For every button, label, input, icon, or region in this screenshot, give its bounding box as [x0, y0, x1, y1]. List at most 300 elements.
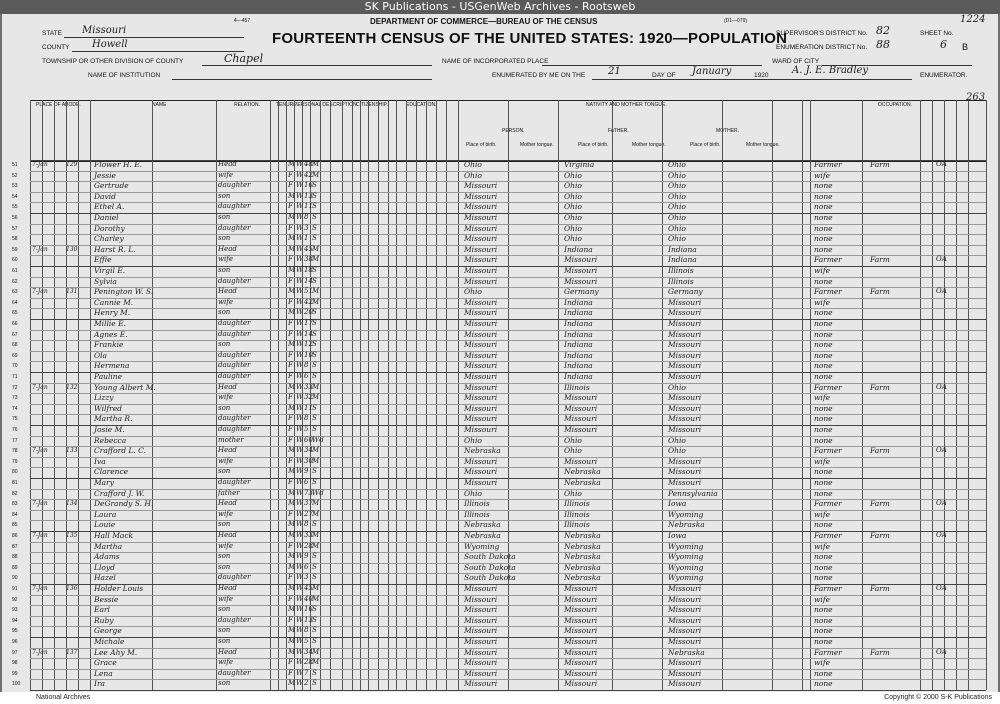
- cell-age: 10: [304, 350, 313, 359]
- cell-mbp: Missouri: [668, 393, 702, 403]
- cell-mar: M: [312, 297, 320, 306]
- cell-race: W: [296, 647, 304, 656]
- cell-mbp: Missouri: [668, 456, 702, 466]
- cell-fbp: Indiana: [564, 308, 593, 318]
- grid-column-line: [368, 100, 369, 690]
- grid-column-line: [944, 100, 945, 690]
- page-title: FOURTEENTH CENSUS OF THE UNITED STATES: 1920—POPULATION: [272, 30, 788, 47]
- cell-bp: Missouri: [464, 191, 498, 201]
- cell-race: W: [296, 234, 304, 243]
- cell-name: Crafford J. W.: [94, 488, 145, 498]
- cell-age: 48: [304, 160, 313, 168]
- cell-name: Lloyd: [94, 562, 115, 572]
- cell-occ: none: [814, 372, 833, 381]
- cell-age: 5: [304, 637, 309, 645]
- cell-sex: M: [288, 213, 296, 221]
- cell-fbp: Missouri: [564, 637, 598, 646]
- cell-race: W: [296, 297, 304, 306]
- cell-race: W: [296, 520, 304, 529]
- grid-row-line: [30, 192, 986, 193]
- cell-fbp: Indiana: [564, 297, 593, 307]
- cell-name: Iva: [94, 456, 106, 466]
- cell-ind: Farm: [870, 255, 890, 265]
- grid-row-line: [30, 383, 986, 384]
- cell-ind: Farm: [870, 499, 890, 509]
- cell-bp: Missouri: [464, 213, 498, 222]
- cell-mar: M: [312, 255, 320, 264]
- cell-mar: M: [312, 393, 320, 402]
- cell-occ: none: [814, 562, 833, 572]
- row-number: 97: [12, 649, 18, 656]
- grid-row-line: [30, 658, 986, 659]
- cell-occ: none: [814, 181, 833, 191]
- cell-mar: S: [312, 202, 317, 211]
- cell-age: 34: [304, 446, 313, 455]
- cell-age: 5: [304, 425, 309, 433]
- cell-rel: wife: [218, 255, 233, 264]
- cell-occ: Farmer: [814, 287, 842, 297]
- cell-mar: S: [312, 340, 317, 349]
- grid-column-line: [406, 100, 407, 690]
- enumerator-label: ENUMERATOR.: [920, 72, 968, 79]
- col-person: PERSON.: [502, 128, 525, 134]
- grid-column-line: [342, 100, 343, 690]
- cell-race: W: [296, 425, 304, 433]
- cell-age: 12: [304, 340, 313, 349]
- cell-occ: wife: [814, 456, 831, 466]
- cell-mbp: Missouri: [668, 615, 702, 625]
- cell-occ: Farmer: [814, 446, 842, 456]
- cell-mbp: Nebraska: [668, 520, 705, 530]
- cell-sex: F: [288, 541, 293, 550]
- cell-mbp: Wyoming: [668, 552, 704, 562]
- cell-rel: son: [218, 605, 231, 614]
- grid-row-line: [30, 414, 986, 415]
- cell-name: Martha: [94, 541, 123, 551]
- row-number: 59: [12, 246, 18, 253]
- cell-mar: M: [312, 541, 320, 550]
- cell-fbp: Missouri: [564, 668, 598, 678]
- cell-sex: F: [288, 435, 293, 444]
- cell-race: W: [296, 509, 304, 518]
- cell-name: Rebecca: [94, 435, 127, 445]
- cell-rel: son: [218, 637, 231, 645]
- grid-row-line: [30, 202, 986, 203]
- grid-row-line: [30, 393, 986, 394]
- cell-sex: F: [288, 509, 293, 518]
- cell-fbp: Missouri: [564, 605, 598, 615]
- row-number: 96: [12, 639, 18, 645]
- cell-occ: Farmer: [814, 382, 842, 392]
- cell-mar: S: [312, 329, 317, 338]
- county-value: Howell: [92, 39, 128, 50]
- cell-occ: Farmer: [814, 255, 842, 265]
- cell-mar: S: [312, 425, 317, 433]
- cell-mbp: Illinois: [668, 266, 694, 275]
- grid-row-line: [30, 478, 986, 479]
- grid-row-line: [30, 467, 986, 468]
- cell-mar: M: [312, 499, 320, 508]
- cell-race: W: [296, 488, 304, 497]
- grid-row-line: [30, 446, 986, 447]
- cell-bp: Nebraska: [464, 446, 501, 456]
- grid-column-line: [956, 100, 957, 690]
- cell-name: David: [94, 191, 116, 201]
- cell-race: W: [296, 181, 304, 190]
- cell-bp: Missouri: [464, 594, 498, 604]
- cell-name: Dorothy: [94, 223, 125, 233]
- cell-dw: 7-Jan: [32, 585, 48, 592]
- cell-occ: none: [814, 488, 833, 498]
- cell-mar: S: [312, 615, 317, 624]
- enumerated-label: ENUMERATED BY ME ON THE: [492, 72, 586, 79]
- cell-rel: Head: [218, 531, 237, 539]
- row-number: 51: [12, 162, 18, 168]
- cell-fbp: Indiana: [564, 340, 593, 350]
- cell-dw: 7-Jan: [32, 288, 48, 296]
- cell-name: Clarence: [94, 467, 129, 477]
- cell-race: W: [296, 308, 304, 317]
- grid-row-line: [30, 298, 986, 299]
- cell-fbp: Nebraska: [564, 552, 601, 562]
- row-number: 66: [12, 321, 18, 327]
- cell-bp: Illinois: [464, 509, 490, 519]
- cell-fbp: Nebraska: [564, 467, 601, 477]
- cell-age: 45: [304, 584, 313, 592]
- cell-age: 3: [304, 573, 309, 582]
- cell-occ: none: [814, 626, 833, 636]
- cell-race: W: [296, 584, 304, 592]
- cell-mbp: Ohio: [668, 223, 686, 233]
- cell-mar: S: [312, 573, 317, 582]
- cell-fbp: Ohio: [564, 170, 582, 180]
- cell-race: W: [296, 637, 304, 645]
- cell-bp: Missouri: [464, 637, 498, 646]
- cell-age: 34: [304, 647, 313, 656]
- township-value: Chapel: [224, 52, 264, 65]
- cell-age: 28: [304, 541, 313, 550]
- cell-bp: Missouri: [464, 478, 498, 487]
- cell-mar: M: [312, 594, 320, 603]
- cell-fbp: Indiana: [564, 244, 593, 254]
- grid-row-line: [30, 171, 986, 172]
- cell-rel: daughter: [218, 414, 251, 423]
- cell-sex: F: [288, 350, 293, 359]
- sheet-number: 6: [940, 38, 947, 51]
- cell-mbp: Indiana: [668, 244, 697, 254]
- cell-sex: M: [288, 531, 296, 539]
- cell-age: 6: [304, 372, 309, 380]
- cell-sex: F: [288, 255, 293, 264]
- cell-name: Virgil E.: [94, 266, 126, 275]
- cell-bp: Missouri: [464, 393, 498, 403]
- cell-rel: daughter: [218, 350, 251, 359]
- cell-occ: none: [814, 403, 833, 413]
- cell-fam: 129: [66, 161, 78, 168]
- cell-fbp: Ohio: [564, 191, 582, 201]
- cell-fbp: Nebraska: [564, 531, 601, 540]
- grid-column-line: [986, 100, 987, 690]
- cell-bp: Missouri: [464, 361, 498, 371]
- cell-name: Jessie: [94, 170, 116, 180]
- enumeration-year: 1920: [754, 72, 769, 79]
- cell-rel: daughter: [218, 361, 251, 370]
- grid-column-line: [330, 100, 331, 690]
- cell-occ: none: [814, 234, 833, 244]
- cell-sex: F: [288, 329, 293, 338]
- cell-race: W: [296, 605, 304, 614]
- cell-rel: wife: [218, 456, 233, 465]
- grid-row-line: [30, 499, 986, 500]
- cell-bp: Nebraska: [464, 531, 501, 540]
- cell-sex: M: [288, 679, 296, 688]
- cell-bp: Missouri: [464, 615, 498, 625]
- col-education: EDUCATION.: [406, 102, 437, 108]
- cell-race: W: [296, 626, 304, 635]
- cell-mbp: Missouri: [668, 637, 702, 646]
- cell-race: W: [296, 414, 304, 423]
- cell-sex: M: [288, 160, 296, 168]
- cell-bp: Missouri: [464, 181, 498, 191]
- grid-column-line: [54, 100, 55, 690]
- cell-name: Charley: [94, 234, 124, 244]
- row-number: 100: [12, 681, 21, 688]
- cell-rel: wife: [218, 541, 233, 550]
- cell-race: W: [296, 679, 304, 688]
- cell-mar: M: [312, 170, 320, 179]
- grid-column-line: [90, 100, 91, 690]
- page-footer: [0, 692, 1000, 704]
- grid-column-line: [396, 100, 397, 690]
- cell-sex: M: [288, 287, 296, 296]
- cell-rel: Head: [218, 499, 237, 508]
- cell-fbp: Ohio: [564, 234, 582, 244]
- cell-sex: F: [288, 276, 293, 285]
- cell-race: W: [296, 213, 304, 221]
- row-number: 94: [12, 617, 18, 624]
- cell-name: Hall Mack: [94, 531, 134, 540]
- cell-bp: Missouri: [464, 266, 498, 275]
- township-label: TOWNSHIP OR OTHER DIVISION OF COUNTY: [42, 58, 184, 65]
- cell-age: 9: [304, 552, 309, 561]
- row-number: 70: [12, 363, 18, 370]
- cell-age: 14: [304, 329, 313, 338]
- cell-mbp: Missouri: [668, 668, 702, 678]
- cell-age: 42: [304, 297, 313, 306]
- cell-mbp: Ohio: [668, 170, 686, 180]
- cell-mar: M: [312, 647, 320, 656]
- cell-occ: wife: [814, 297, 831, 307]
- cell-occ: wife: [814, 509, 831, 519]
- row-number: 98: [12, 660, 18, 667]
- cell-rel: daughter: [218, 372, 251, 380]
- cell-race: W: [296, 615, 304, 624]
- cell-occ: none: [814, 191, 833, 201]
- grid-column-line: [152, 100, 153, 690]
- cell-mar: M: [312, 509, 320, 518]
- cell-fbp: Missouri: [564, 456, 598, 466]
- row-number: 87: [12, 543, 18, 550]
- cell-ind: Farm: [870, 647, 890, 657]
- cell-mbp: Missouri: [668, 329, 702, 339]
- cell-name: Grace: [94, 658, 117, 668]
- cell-mar: S: [312, 276, 317, 285]
- cell-race: W: [296, 160, 304, 168]
- cell-name: Wilfred: [94, 403, 122, 413]
- cell-sex: M: [288, 520, 296, 529]
- cell-ind: Farm: [870, 446, 890, 456]
- cell-mbp: Missouri: [668, 350, 702, 360]
- grid-column-line: [612, 100, 613, 690]
- col-father-birthplace: Place of birth.: [578, 142, 609, 148]
- cell-mbp: Missouri: [668, 414, 702, 424]
- grid-column-line: [286, 100, 287, 690]
- cell-occ: wife: [814, 266, 831, 275]
- cell-rel: wife: [218, 658, 233, 667]
- cell-rel: wife: [218, 170, 233, 179]
- cell-sex: F: [288, 573, 293, 582]
- grid-row-line: [30, 255, 986, 256]
- cell-dw: 7-Jan: [32, 447, 48, 455]
- cell-age: 13: [304, 615, 313, 624]
- cell-bp: Missouri: [464, 403, 498, 413]
- cell-sex: M: [288, 266, 296, 274]
- cell-name: Adams: [94, 552, 120, 562]
- cell-age: 33: [304, 531, 313, 539]
- row-number: 69: [12, 352, 18, 359]
- cell-fam: 137: [66, 648, 78, 656]
- cell-rel: daughter: [218, 202, 251, 211]
- cell-fbp: Indiana: [564, 329, 593, 339]
- cell-sex: M: [288, 191, 296, 200]
- cell-occ: none: [814, 350, 833, 360]
- grid-row-line: [30, 595, 986, 596]
- cell-name: Lee Ahy M.: [94, 647, 138, 657]
- row-number: 85: [12, 522, 18, 529]
- cell-race: W: [296, 393, 304, 402]
- cell-dw: 7-Jan: [32, 245, 48, 253]
- cell-name: Millie E.: [94, 319, 126, 328]
- cell-occ: none: [814, 615, 833, 625]
- cell-fbp: Missouri: [564, 403, 598, 413]
- col-mother-tongue: Mother tongue.: [746, 142, 780, 148]
- cell-rel: daughter: [218, 478, 251, 486]
- cell-mar: S: [312, 562, 317, 571]
- row-number: 65: [12, 310, 18, 317]
- cell-name: Young Albert M.: [94, 382, 156, 392]
- cell-age: 27: [304, 509, 313, 518]
- grid-row-line: [30, 224, 986, 225]
- cell-name: Holder Louis: [94, 584, 144, 593]
- cell-sex: F: [288, 181, 293, 190]
- cell-fbp: Indiana: [564, 372, 593, 381]
- cell-rel: father: [218, 488, 240, 497]
- grid-row-line: [30, 372, 986, 373]
- cell-mbp: Ohio: [668, 446, 686, 456]
- cell-age: 73: [304, 488, 313, 497]
- row-number: 52: [12, 172, 18, 179]
- cell-mbp: Ohio: [668, 160, 686, 169]
- cell-bp: Missouri: [464, 329, 498, 339]
- cell-rel: son: [218, 562, 231, 571]
- grid-row-line: [30, 457, 986, 458]
- cell-ind: Farm: [870, 531, 890, 540]
- form-number: 4—457: [234, 18, 251, 24]
- cell-mbp: Missouri: [668, 626, 702, 636]
- cell-mar: Wd: [312, 488, 324, 497]
- cell-rel: son: [218, 340, 231, 349]
- col-nativity: NATIVITY AND MOTHER TONGUE.: [586, 102, 667, 108]
- col-person-tongue: Mother tongue.: [520, 142, 554, 148]
- cell-name: Cannie M.: [94, 297, 134, 307]
- cell-mbp: Missouri: [668, 425, 702, 434]
- cell-mar: S: [312, 637, 317, 645]
- cell-rel: daughter: [218, 573, 251, 582]
- cell-race: W: [296, 658, 304, 667]
- cell-rel: Head: [218, 244, 237, 253]
- cell-cls: OA: [936, 446, 947, 455]
- cell-mar: S: [312, 372, 317, 380]
- grid-column-line: [508, 100, 509, 690]
- cell-fbp: Ohio: [564, 181, 582, 191]
- cell-rel: daughter: [218, 276, 251, 285]
- cell-fam: 135: [66, 532, 78, 539]
- cell-age: 38: [304, 255, 313, 264]
- cell-occ: none: [814, 425, 833, 434]
- col-occupation: OCCUPATION.: [878, 102, 912, 108]
- grid-column-line: [30, 100, 31, 690]
- grid-column-line: [772, 100, 773, 690]
- cell-cls: OA: [936, 499, 947, 508]
- corner-number: 1224: [960, 14, 986, 25]
- grid-row-line: [30, 605, 986, 606]
- cell-race: W: [296, 541, 304, 550]
- cell-bp: Illinois: [464, 499, 490, 509]
- row-number: 55: [12, 204, 18, 211]
- cell-age: 8: [304, 361, 309, 370]
- cell-fbp: Indiana: [564, 350, 593, 360]
- cell-occ: none: [814, 605, 833, 615]
- cell-mar: S: [312, 679, 317, 688]
- cell-sex: M: [288, 234, 296, 243]
- cell-bp: Missouri: [464, 467, 498, 477]
- cell-race: W: [296, 531, 304, 539]
- supervisor-district-label: SUPERVISOR'S DISTRICT No.: [776, 30, 868, 37]
- state-line: [64, 37, 244, 38]
- cell-mbp: Ohio: [668, 435, 686, 445]
- cell-race: W: [296, 287, 304, 296]
- cell-mar: S: [312, 361, 317, 370]
- grid-row-line: [30, 404, 986, 405]
- cell-sex: M: [288, 403, 296, 412]
- cell-sex: F: [288, 456, 293, 465]
- cell-rel: daughter: [218, 223, 251, 232]
- cell-rel: wife: [218, 297, 233, 306]
- cell-bp: Missouri: [464, 626, 498, 636]
- grid-column-line: [42, 100, 43, 690]
- cell-bp: Ohio: [464, 170, 482, 180]
- cell-race: W: [296, 478, 304, 486]
- cell-age: 8: [304, 414, 309, 423]
- cell-rel: son: [218, 467, 231, 476]
- row-number: 89: [12, 564, 18, 571]
- cell-age: 28: [304, 658, 313, 667]
- cell-sex: F: [288, 170, 293, 179]
- grid-column-line: [862, 100, 863, 690]
- row-number: 64: [12, 299, 18, 306]
- col-mother-birthplace: Place of birth.: [690, 142, 721, 148]
- cell-bp: Ohio: [464, 488, 482, 498]
